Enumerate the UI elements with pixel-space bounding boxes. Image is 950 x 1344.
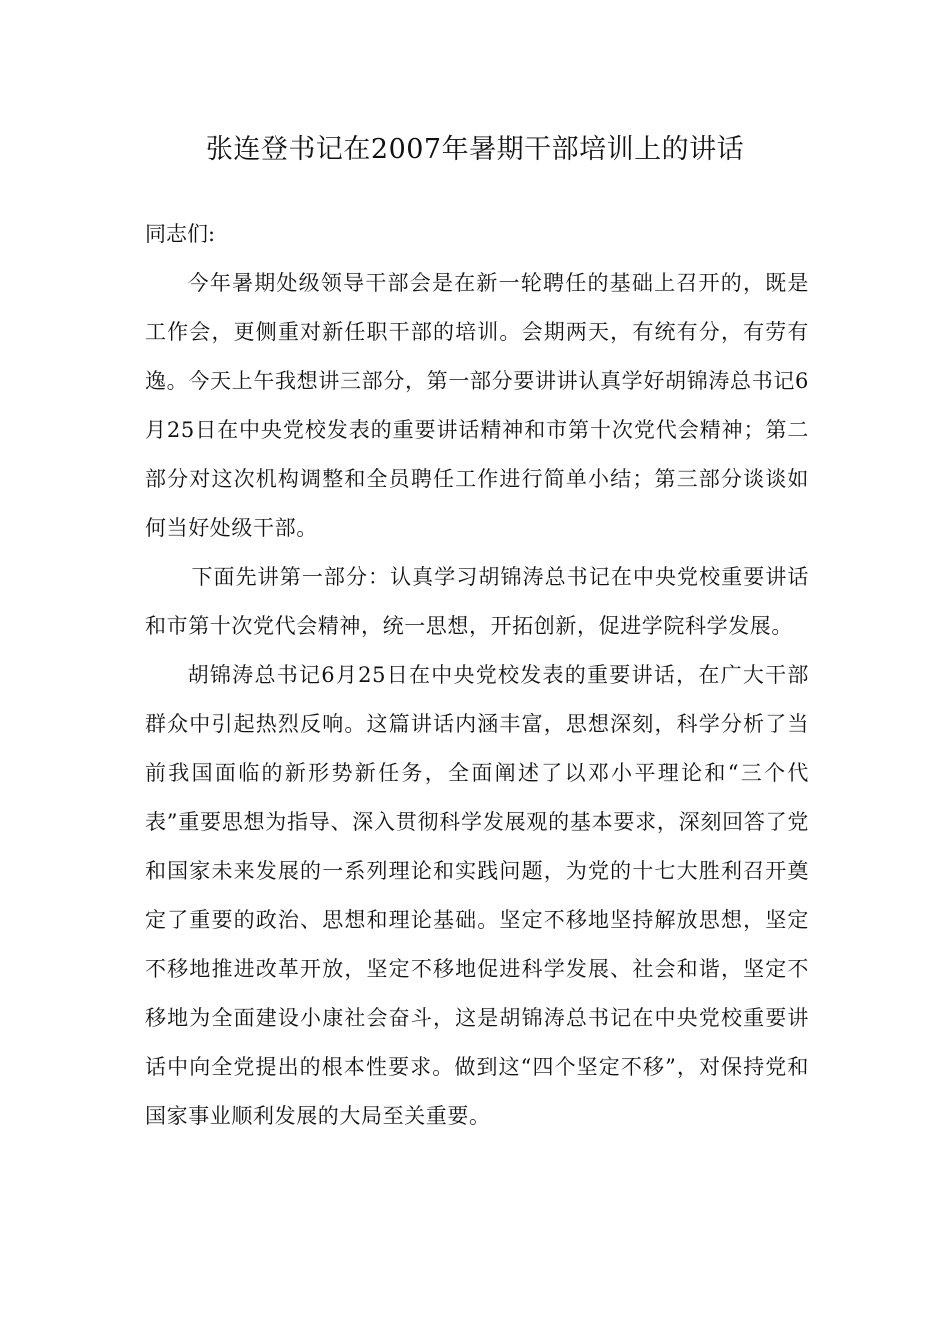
paragraph (145, 651, 809, 1141)
paragraph (145, 553, 809, 651)
document-body (145, 210, 809, 1141)
paragraph-text: 下面先讲第一部分：认真学习胡锦涛总书记在中央党校重要讲话和市第十次党代会精神，统一思想，开拓创新，促进学院科学发展。 (145, 565, 809, 638)
paragraph-text: 胡锦涛总书记6月25日在中央党校发表的重要讲话，在广大干部群众中引起热烈反响。这篇讲话内涵丰富，思想深刻，科学分析了当前我国面临的新形势新任务，全面阐述了以邓小平理论和“三个代表”重要思想为指导、深入贯彻科学发展观的基本要求，深刻回答了党和国家未来发展的一系列理论和实践问题，为党的十七大胜利召开奠定了重要的政治、思想和理论基础。坚定不移地坚持解放思想，坚定不移地推进改革开放，坚定不移地促进科学发展、社会和谐，坚定不移地为全面建设小康社会奋斗，这是胡锦涛总书记在中央党校重要讲话中向全党提出的根本性要求。做到这“四个坚定不移”，对保持党和国家事业顺利发展的大局至关重要。 (145, 663, 809, 1128)
document-title: 张连登书记在2007年暑期干部培训上的讲话 (205, 134, 745, 165)
paragraph-text: 今年暑期处级领导干部会是在新一轮聘任的基础上召开的，既是工作会，更侧重对新任职干部的培训。会期两天，有统有分，有劳有逸。今天上午我想讲三部分，第一部分要讲讲认真学好胡锦涛总书记6月25日在中央党校发表的重要讲话精神和市第十次党代会精神；第二部分对这次机构调整和全员聘任工作进行简单小结；第三部分谈谈如何当好处级干部。 (145, 271, 809, 540)
paragraph (145, 259, 809, 553)
salutation: 同志们: (145, 222, 216, 246)
